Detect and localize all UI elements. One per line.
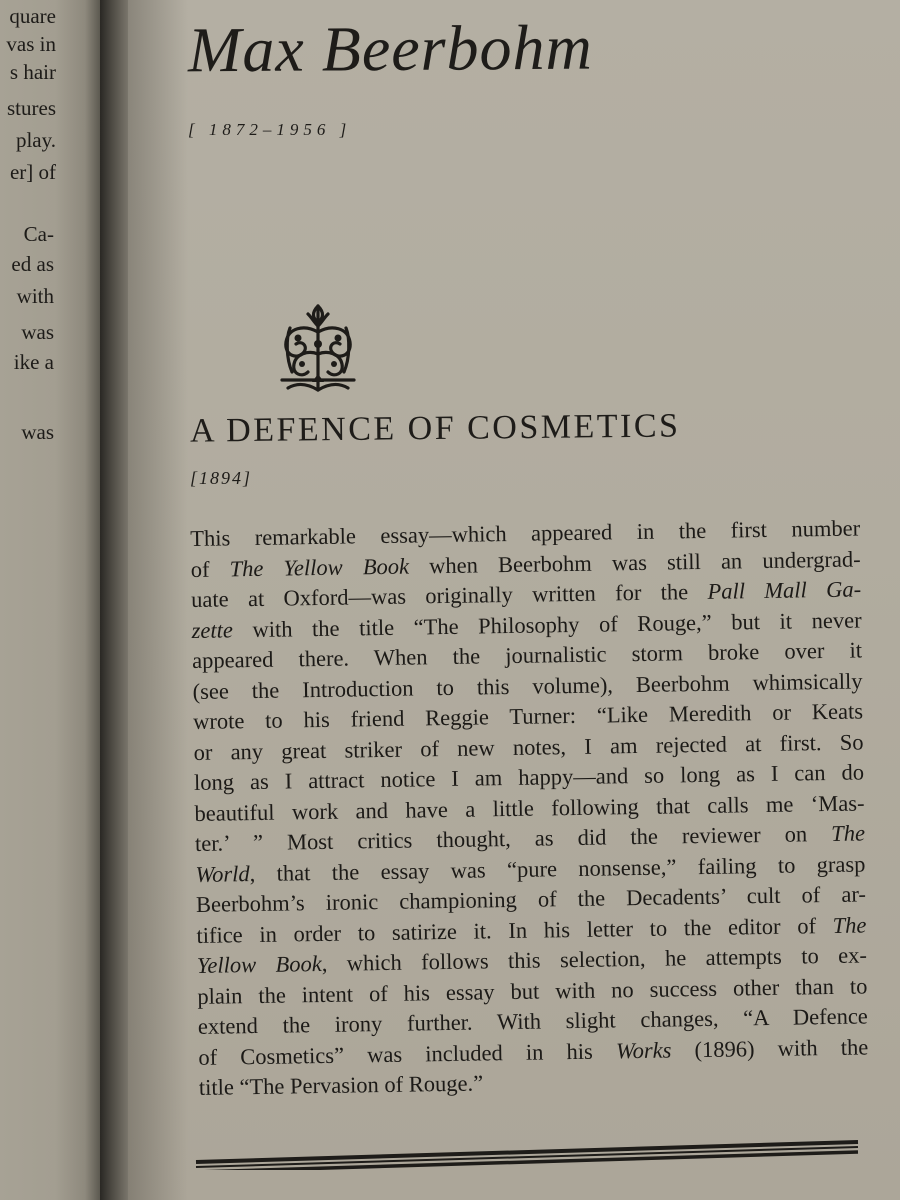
- italic-title: The: [832, 911, 867, 938]
- text-segment: or any great striker of new notes, I am rejected at first. So: [193, 728, 864, 765]
- text-segment: of Cosmetics” was included in his: [198, 1037, 617, 1070]
- left-page-fragment: ed as: [11, 252, 54, 276]
- text-segment: tifice in order to satirize it. In his letter to the editor of: [196, 912, 833, 948]
- essay-title: A DEFENCE OF COSMETICS: [189, 407, 681, 450]
- text-segment: with the title “The Philosophy of Rouge,” but it never: [232, 606, 862, 642]
- left-page-fragment: quare: [9, 4, 56, 28]
- text-segment: title “The Pervasion of Rouge.”: [198, 1070, 484, 1100]
- text-segment: plain the intent of his essay but with no success other than to: [197, 972, 868, 1009]
- decorative-rule: [194, 1136, 860, 1170]
- author-name: Max Beerbohm: [187, 11, 593, 86]
- essay-year: [1894]: [190, 468, 253, 488]
- essay-introduction: [190, 513, 869, 1103]
- italic-title: Yellow Book: [196, 950, 322, 978]
- italic-title: Works: [615, 1037, 672, 1063]
- italic-title: World: [195, 860, 250, 887]
- left-page-fragment: with: [16, 284, 54, 308]
- text-segment: appeared there. When the journalistic storm broke over it: [191, 637, 863, 673]
- text-segment: uate at Oxford—was originally written for the: [190, 578, 708, 612]
- text-segment: ter.’ ” Most critics thought, as did the reviewer on: [194, 820, 832, 856]
- left-page-fragment: Ca-: [23, 222, 54, 246]
- text-segment: extend the irony further. With slight changes, “A Defence: [197, 1003, 869, 1039]
- author-dates: [ 1872–1956 ]: [188, 120, 352, 139]
- left-page-fragment: er] of: [9, 160, 56, 184]
- text-segment: This remarkable essay—which appeared in the first number: [190, 515, 861, 551]
- text-segment: Beerbohm’s ironic championing of the Decadents’ cult of ar-: [195, 881, 867, 917]
- floral-ornament-icon: [268, 298, 368, 398]
- text-segment: beautiful work and have a little following that calls me ‘Mas-: [194, 789, 865, 826]
- text-segment: (1896) with the: [671, 1033, 869, 1063]
- italic-title: The: [830, 820, 866, 846]
- left-page-fragment: stures: [7, 96, 56, 120]
- left-page-fragment: was: [21, 320, 54, 344]
- text-segment: , that the essay was “pure nonsense,” failing to grasp: [249, 850, 866, 886]
- left-page-fragment: ike a: [13, 350, 54, 374]
- left-page-fragment: play.: [15, 128, 56, 152]
- italic-title: zette: [191, 616, 234, 643]
- left-page-fragment: vas in: [6, 32, 56, 56]
- left-page-fragment: was: [21, 420, 54, 444]
- text-segment: of: [190, 555, 230, 582]
- text-segment: , which follows this selection, he attempts to ex-: [321, 942, 868, 976]
- left-page-fragment: s hair: [9, 60, 56, 84]
- text-segment: long as I attract notice I am happy—and so long as I can do: [193, 759, 865, 795]
- left-page: [0, 0, 100, 1200]
- text-segment: (see the Introduction to this volume), Beerbohm whimsically: [192, 667, 863, 704]
- page-shadow: [128, 0, 188, 1200]
- text-segment: when Beerbohm was still an undergrad-: [408, 545, 861, 579]
- italic-title: Pall Mall Ga-: [707, 576, 862, 604]
- italic-title: The Yellow Book: [229, 553, 410, 581]
- text-segment: wrote to his friend Reggie Turner: “Like Meredith or Keats: [192, 698, 864, 734]
- right-page: [128, 0, 900, 1200]
